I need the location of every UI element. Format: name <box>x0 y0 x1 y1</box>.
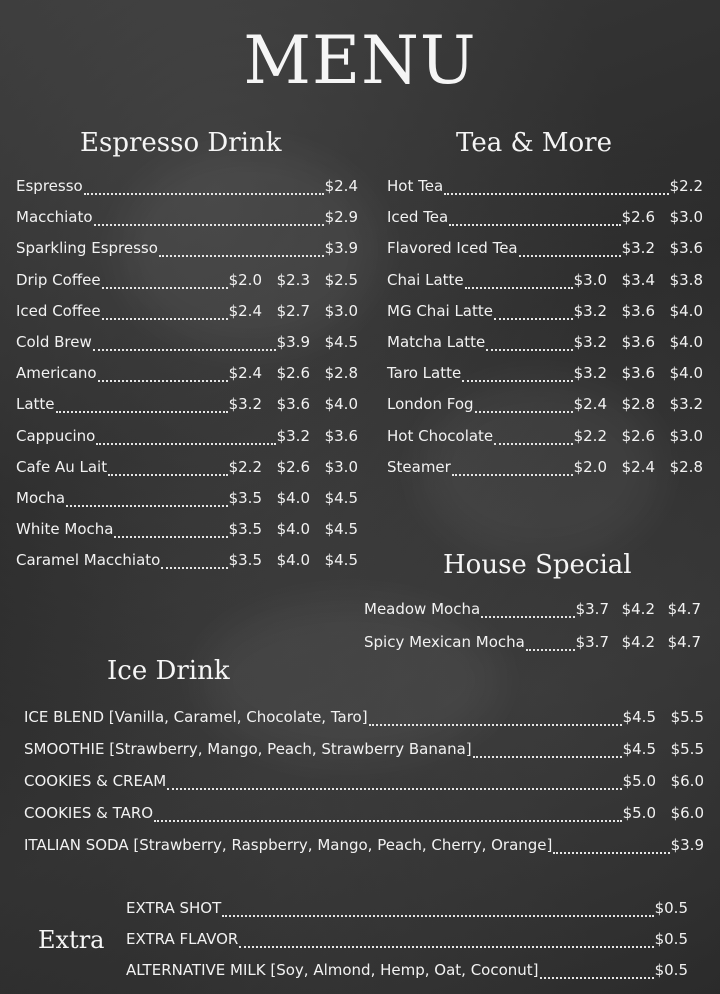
extra-heading: Extra <box>38 926 105 954</box>
dot-leader <box>102 287 228 289</box>
item-price: $4.0 <box>669 333 703 351</box>
item-prices <box>670 177 703 195</box>
item-price: $2.6 <box>621 426 655 445</box>
item-price: $3.2 <box>573 301 607 320</box>
item-price: $0.5 <box>654 961 688 979</box>
dot-leader <box>473 756 622 758</box>
item-price: $2.2 <box>669 177 703 195</box>
dot-leader <box>96 443 275 445</box>
espresso-item <box>16 551 358 575</box>
dot-leader <box>167 788 621 790</box>
item-prices <box>622 239 703 257</box>
item-price: $3.6 <box>669 239 703 258</box>
item-price: $3.6 <box>621 364 655 383</box>
espresso-item <box>16 302 358 326</box>
dot-leader <box>154 820 622 822</box>
item-prices <box>623 708 704 726</box>
dot-leader <box>494 318 573 320</box>
item-name: Chai Latte <box>387 270 464 289</box>
item-prices <box>574 427 703 445</box>
item-prices <box>325 239 358 257</box>
item-name: ICE BLEND [Vanilla, Caramel, Chocolate, Taro] <box>24 708 368 726</box>
item-price: $4.0 <box>324 395 358 414</box>
item-price: $4.0 <box>276 520 310 539</box>
item-prices <box>574 458 703 476</box>
item-prices <box>576 600 701 618</box>
ice-item <box>24 740 704 764</box>
ice-item <box>24 804 704 828</box>
item-name: Hot Chocolate <box>387 426 494 445</box>
item-price: $2.8 <box>669 457 703 476</box>
dot-leader <box>108 474 228 476</box>
ice-drink-heading: Ice Drink <box>107 656 230 686</box>
item-prices <box>229 520 358 538</box>
item-price: $2.4 <box>228 364 262 383</box>
item-prices <box>574 271 703 289</box>
item-name: Taro Latte <box>387 364 462 383</box>
item-price: $3.5 <box>228 489 262 507</box>
dot-leader <box>369 724 622 726</box>
item-prices <box>229 395 358 413</box>
item-name: Espresso <box>16 177 83 195</box>
tea-heading: Tea & More <box>456 128 612 158</box>
item-price: $3.9 <box>670 836 704 854</box>
dot-leader <box>553 852 669 854</box>
item-price: $2.8 <box>621 395 655 414</box>
item-price: $4.5 <box>324 551 358 570</box>
dot-leader <box>66 505 228 507</box>
item-price: $4.5 <box>622 708 656 726</box>
item-price: $6.0 <box>670 804 704 822</box>
item-prices <box>671 836 704 854</box>
item-name: ALTERNATIVE MILK [Soy, Almond, Hemp, Oat, Coconut] <box>126 961 539 979</box>
tea-item <box>387 364 703 388</box>
item-name: Flavored Iced Tea <box>387 239 518 258</box>
item-price: $6.0 <box>670 772 704 790</box>
item-prices <box>655 961 688 979</box>
espresso-item <box>16 395 358 419</box>
dot-leader <box>465 287 573 289</box>
item-price: $4.7 <box>667 600 701 618</box>
tea-item <box>387 427 703 451</box>
item-price: $4.5 <box>622 740 656 758</box>
item-name: Iced Tea <box>387 208 449 227</box>
item-price: $5.5 <box>670 708 704 726</box>
item-price: $4.5 <box>324 333 358 351</box>
item-price: $3.6 <box>621 333 655 351</box>
item-price: $3.2 <box>573 364 607 383</box>
dot-leader <box>56 411 228 413</box>
tea-item <box>387 333 703 357</box>
item-price: $3.8 <box>669 270 703 289</box>
item-name: ITALIAN SODA [Strawberry, Raspberry, Mango, Peach, Cherry, Orange] <box>24 836 553 854</box>
tea-item <box>387 239 703 263</box>
item-prices <box>623 804 704 822</box>
item-price: $3.9 <box>276 333 310 351</box>
dot-leader <box>222 915 653 917</box>
item-name: Cafe Au Lait <box>16 457 108 476</box>
item-price: $3.9 <box>324 239 358 258</box>
espresso-item <box>16 239 358 263</box>
item-price: $2.4 <box>573 395 607 414</box>
house-item <box>364 600 701 624</box>
item-price: $4.2 <box>621 600 655 618</box>
item-name: Latte <box>16 395 55 414</box>
extra-item <box>126 930 688 954</box>
item-name: Meadow Mocha <box>364 600 481 618</box>
ice-item <box>24 836 704 860</box>
item-price: $2.4 <box>621 457 655 476</box>
item-price: $3.5 <box>228 520 262 539</box>
dot-leader <box>98 380 228 382</box>
dot-leader <box>452 474 573 476</box>
item-price: $3.0 <box>324 301 358 320</box>
item-price: $3.2 <box>573 333 607 351</box>
item-name: Sparkling Espresso <box>16 239 158 258</box>
item-price: $3.0 <box>669 208 703 227</box>
tea-item <box>387 177 703 201</box>
item-name: Mocha <box>16 489 66 507</box>
item-name: MG Chai Latte <box>387 301 493 320</box>
item-prices <box>277 333 358 351</box>
item-price: $4.0 <box>669 364 703 383</box>
item-price: $4.0 <box>276 489 310 507</box>
item-prices <box>325 177 358 195</box>
chalk-smudge <box>200 600 500 760</box>
item-prices <box>229 364 358 382</box>
item-price: $3.5 <box>228 551 262 570</box>
item-price: $3.6 <box>276 395 310 414</box>
item-prices <box>574 395 703 413</box>
item-price: $4.0 <box>276 551 310 570</box>
item-price: $2.3 <box>276 270 310 289</box>
dot-leader <box>475 411 573 413</box>
tea-item <box>387 458 703 482</box>
espresso-item <box>16 271 358 295</box>
dot-leader <box>239 946 653 948</box>
item-price: $2.0 <box>573 457 607 476</box>
item-price: $0.5 <box>654 930 688 948</box>
item-name: Hot Tea <box>387 177 444 195</box>
item-name: EXTRA SHOT <box>126 899 222 917</box>
item-prices <box>574 302 703 320</box>
item-prices <box>655 899 688 917</box>
dot-leader <box>526 649 575 651</box>
espresso-heading: Espresso Drink <box>80 128 282 158</box>
item-price: $5.5 <box>670 740 704 758</box>
item-price: $3.0 <box>573 270 607 289</box>
espresso-item <box>16 489 358 513</box>
dot-leader <box>449 224 620 226</box>
dot-leader <box>93 349 276 351</box>
item-price: $2.2 <box>573 426 607 445</box>
item-price: $2.5 <box>324 270 358 289</box>
item-price: $3.6 <box>324 426 358 445</box>
item-price: $2.0 <box>228 270 262 289</box>
item-name: White Mocha <box>16 520 114 539</box>
dot-leader <box>114 536 227 538</box>
dot-leader <box>159 255 324 257</box>
tea-item <box>387 395 703 419</box>
item-price: $2.4 <box>228 301 262 320</box>
item-name: Caramel Macchiato <box>16 551 161 570</box>
item-prices <box>622 208 703 226</box>
item-price: $3.0 <box>324 457 358 476</box>
item-name: COOKIES & CREAM <box>24 772 167 790</box>
item-name: Spicy Mexican Mocha <box>364 633 525 651</box>
dot-leader <box>161 567 227 569</box>
espresso-item <box>16 208 358 232</box>
item-price: $5.0 <box>622 804 656 822</box>
item-name: Americano <box>16 364 97 383</box>
dot-leader <box>84 193 324 195</box>
tea-item <box>387 302 703 326</box>
item-prices <box>655 930 688 948</box>
item-prices <box>229 458 358 476</box>
item-price: $4.5 <box>324 520 358 539</box>
house-item <box>364 633 701 657</box>
item-price: $2.2 <box>228 457 262 476</box>
item-price: $2.7 <box>276 301 310 320</box>
menu-title: MENU <box>243 22 477 99</box>
item-price: $3.4 <box>621 270 655 289</box>
dot-leader <box>519 255 621 257</box>
item-price: $4.2 <box>621 633 655 651</box>
item-name: Matcha Latte <box>387 333 486 351</box>
item-name: Macchiato <box>16 208 93 227</box>
item-prices <box>623 740 704 758</box>
item-price: $3.2 <box>228 395 262 414</box>
dot-leader <box>94 224 324 226</box>
item-name: London Fog <box>387 395 474 414</box>
dot-leader <box>444 193 668 195</box>
dot-leader <box>540 977 654 979</box>
item-name: Drip Coffee <box>16 270 101 289</box>
item-price: $2.6 <box>621 208 655 227</box>
item-prices <box>229 271 358 289</box>
item-price: $2.4 <box>324 177 358 195</box>
item-price: $4.0 <box>669 301 703 320</box>
item-name: EXTRA FLAVOR <box>126 930 239 948</box>
item-price: $3.0 <box>669 426 703 445</box>
item-price: $5.0 <box>622 772 656 790</box>
item-prices <box>574 364 703 382</box>
espresso-item <box>16 458 358 482</box>
dot-leader <box>462 380 572 382</box>
dot-leader <box>481 616 574 618</box>
item-prices <box>325 208 358 226</box>
item-prices <box>277 427 358 445</box>
item-prices <box>623 772 704 790</box>
dot-leader <box>494 443 572 445</box>
item-name: Cappucino <box>16 426 96 445</box>
tea-item <box>387 208 703 232</box>
item-name: SMOOTHIE [Strawberry, Mango, Peach, Strawberry Banana] <box>24 740 472 758</box>
item-price: $3.2 <box>276 426 310 445</box>
item-prices <box>576 633 701 651</box>
item-price: $2.6 <box>276 364 310 383</box>
item-price: $3.7 <box>575 633 609 651</box>
ice-item <box>24 708 704 732</box>
item-price: $3.7 <box>575 600 609 618</box>
tea-item <box>387 271 703 295</box>
item-price: $2.8 <box>324 364 358 383</box>
item-name: COOKIES & TARO <box>24 804 154 822</box>
item-name: Iced Coffee <box>16 301 101 320</box>
item-price: $4.5 <box>324 489 358 507</box>
item-name: Cold Brew <box>16 333 92 351</box>
item-price: $2.9 <box>324 208 358 227</box>
item-price: $0.5 <box>654 899 688 917</box>
espresso-item <box>16 333 358 357</box>
espresso-item <box>16 364 358 388</box>
item-prices <box>229 489 358 507</box>
espresso-item <box>16 427 358 451</box>
item-price: $4.7 <box>667 633 701 651</box>
dot-leader <box>486 349 572 351</box>
ice-item <box>24 772 704 796</box>
item-prices <box>574 333 703 351</box>
item-prices <box>229 302 358 320</box>
espresso-item <box>16 177 358 201</box>
extra-item <box>126 899 688 923</box>
espresso-item <box>16 520 358 544</box>
item-prices <box>229 551 358 569</box>
house-special-heading: House Special <box>443 550 632 580</box>
item-price: $3.2 <box>669 395 703 414</box>
extra-item <box>126 961 688 985</box>
item-price: $3.2 <box>621 239 655 258</box>
item-name: Steamer <box>387 457 451 476</box>
item-price: $3.6 <box>621 301 655 320</box>
dot-leader <box>102 318 228 320</box>
item-price: $2.6 <box>276 457 310 476</box>
